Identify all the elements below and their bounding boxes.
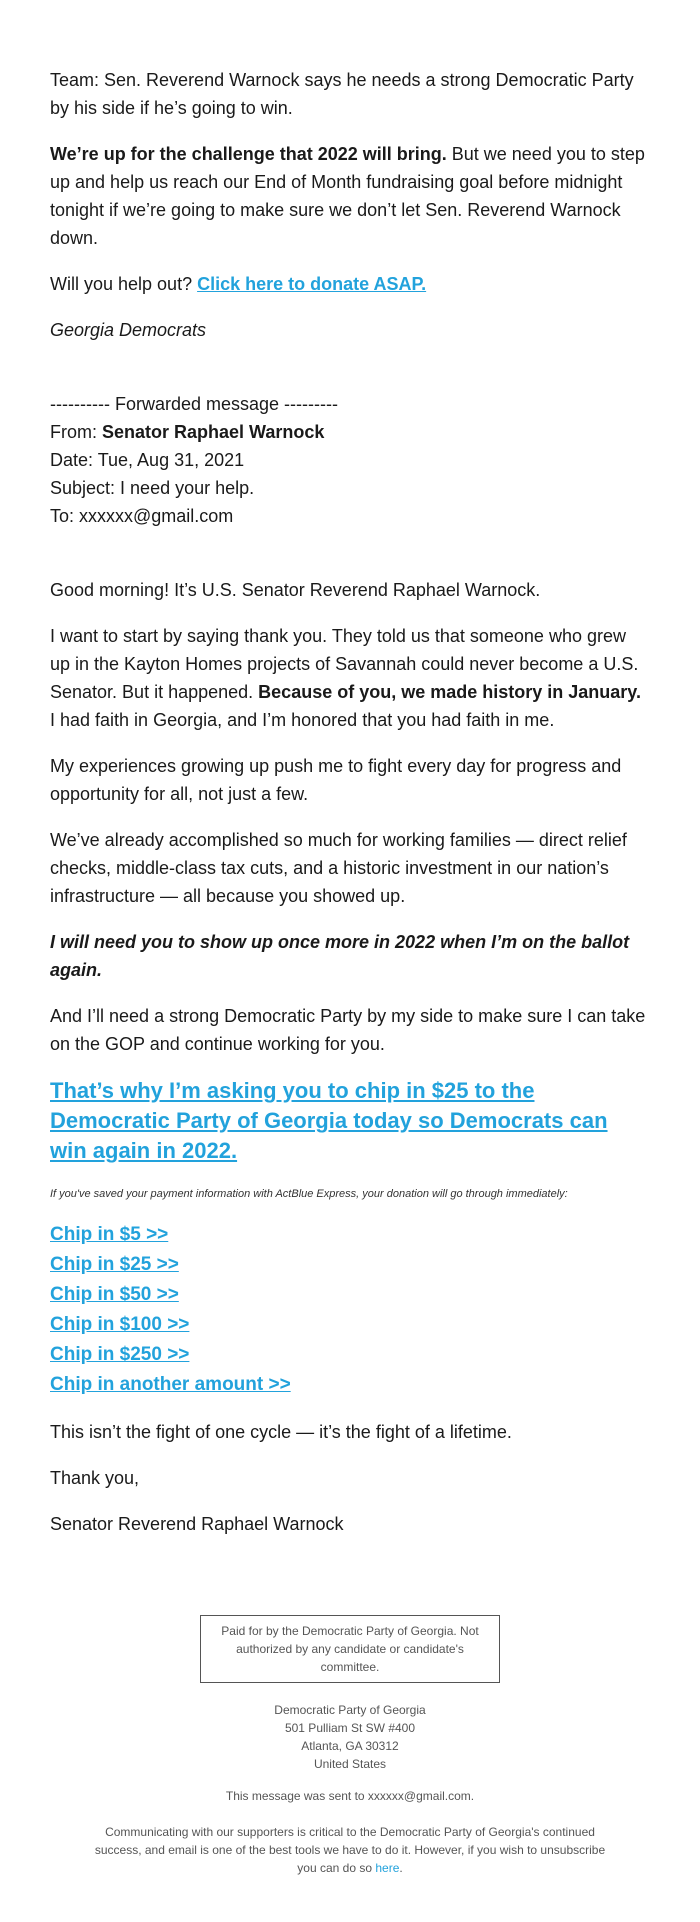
body-p2-text-a: I want to start by saying thank you. They told us that someone who grew up in the Kayton Homes projects of Savannah could never become a U.S. Senator. But it happened.: [50, 626, 639, 702]
forward-to: To: xxxxxx@gmail.com: [50, 506, 234, 526]
street: 501 Pulliam St SW #400: [284, 1721, 416, 1735]
forward-divider: ---------- Forwarded message ---------: [50, 394, 338, 414]
sent-to-notice: This message was sent to xxxxxx@gmail.com.: [225, 1789, 475, 1803]
forward-from: [50, 418, 650, 446]
forward-date: Date: Tue, Aug 31, 2021: [50, 450, 245, 470]
body-paragraph-4: We’ve already accomplished so much for working families — direct relief checks, middle-class tax cuts, and a historic investment in our nation’s infrastructure — all because you showed up.: [50, 830, 627, 906]
forward-from-label: From:: [50, 422, 102, 442]
help-question: Will you help out?: [50, 274, 198, 294]
intro-paragraph-3: [50, 270, 650, 298]
body-paragraph-6: And I’ll need a strong Democratic Party by my side to make sure I can take on the GOP and continue working for you.: [50, 1006, 646, 1054]
intro-bold-text: We’re up for the challenge that 2022 will bring.: [50, 144, 447, 164]
greeting: Good morning! It’s U.S. Senator Reverend Raphael Warnock.: [50, 580, 541, 600]
unsubscribe-text: Communicating with our supporters is critical to the Democratic Party of Georgia's continued success, and email is one of the best tools we have to do it. However, if you wish to unsubscribe you can do so: [94, 1825, 606, 1875]
org-name: Democratic Party of Georgia: [274, 1703, 426, 1717]
body-paragraph-3: My experiences growing up push me to fight every day for progress and opportunity for all, not just a few.: [50, 756, 622, 804]
closing-signature: Senator Reverend Raphael Warnock: [50, 1514, 344, 1534]
actblue-note: If you've saved your payment information with ActBlue Express, your donation will go through immediately:: [50, 1188, 568, 1200]
postal-address: [0, 1701, 700, 1773]
body-paragraph-5: [50, 928, 650, 984]
chip-in-250-link[interactable]: Chip in $250 >>: [50, 1344, 190, 1365]
email-footer: [0, 1615, 700, 1877]
chip-in-50-link[interactable]: Chip in $50 >>: [50, 1284, 179, 1305]
chip-in-other-link[interactable]: Chip in another amount >>: [50, 1374, 291, 1395]
unsubscribe-end: .: [399, 1861, 403, 1875]
chip-in-25-link[interactable]: Chip in $25 >>: [50, 1254, 179, 1275]
forward-from-name: Senator Raphael Warnock: [102, 422, 325, 442]
email-body: [50, 66, 650, 1556]
unsubscribe-notice: [90, 1823, 610, 1877]
chip-in-5-link[interactable]: Chip in $5 >>: [50, 1224, 169, 1245]
body-p2-text-b: I had faith in Georgia, and I’m honored that you had faith in me.: [50, 710, 555, 730]
chip-in-links: [50, 1220, 650, 1400]
chip-in-25-headline-link[interactable]: That’s why I’m asking you to chip in $25 to the Democratic Party of Georgia today so Democrats can win again in 2022.: [50, 1078, 608, 1163]
forward-subject: Subject: I need your help.: [50, 478, 255, 498]
chip-in-100-link[interactable]: Chip in $100 >>: [50, 1314, 190, 1335]
closing-line-2: Thank you,: [50, 1468, 140, 1488]
city: Atlanta, GA 30312: [301, 1739, 399, 1753]
unsubscribe-link[interactable]: here: [375, 1861, 400, 1875]
intro-signature: Georgia Democrats: [50, 320, 207, 340]
donate-asap-link[interactable]: Click here to donate ASAP.: [197, 274, 427, 294]
closing-line-1: This isn’t the fight of one cycle — it’s the fight of a lifetime.: [50, 1422, 512, 1442]
forwarded-header: [50, 390, 650, 530]
body-paragraph-2: [50, 622, 650, 734]
body-p2-bold: Because of you, we made history in January.: [258, 682, 641, 702]
body-p5-bold-italic: I will need you to show up once more in 2022 when I’m on the ballot again.: [50, 932, 630, 980]
country: United States: [313, 1757, 387, 1771]
intro-text: But we need you to step up and help us reach our End of Month fundraising goal before midnight tonight if we’re going to make sure we don’t let Sen. Reverend Warnock down.: [50, 144, 645, 248]
paid-for-disclaimer: Paid for by the Democratic Party of Georgia. Not authorized by any candidate or candidate's committee.: [200, 1615, 500, 1683]
intro-paragraph-1: Team: Sen. Reverend Warnock says he needs a strong Democratic Party by his side if he’s going to win.: [50, 70, 634, 118]
spacer: [50, 530, 650, 576]
intro-paragraph-2: [50, 140, 650, 252]
